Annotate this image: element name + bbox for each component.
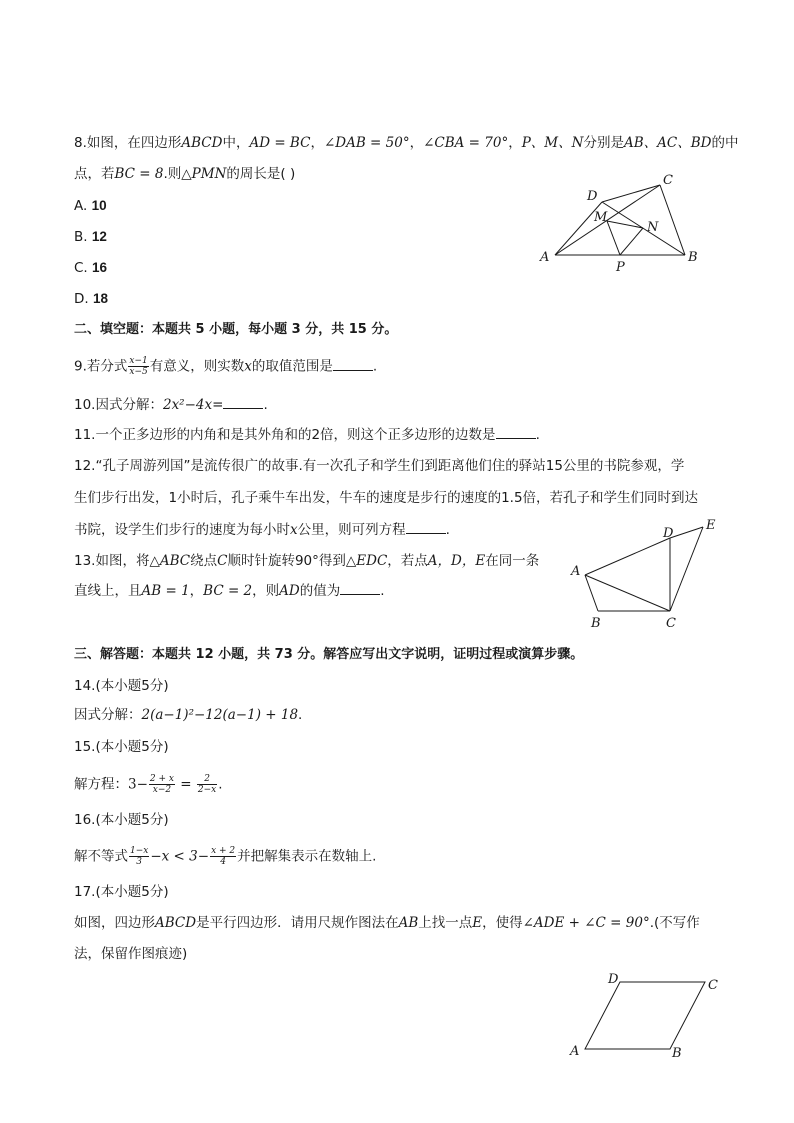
answer-blank[interactable] bbox=[333, 357, 373, 371]
q10-expression: 2x²−4x= bbox=[162, 397, 224, 413]
q8-option-c[interactable] bbox=[74, 260, 107, 276]
label-a: A bbox=[540, 250, 550, 265]
q13-text: 直线上，且 bbox=[74, 583, 142, 599]
answer-blank[interactable] bbox=[340, 581, 380, 595]
q16-text: 解不等式 bbox=[74, 848, 128, 865]
option-value: 16 bbox=[92, 260, 108, 275]
q17-text: 上找一点 bbox=[418, 915, 473, 931]
q13-cond: BC = 2 bbox=[203, 583, 253, 599]
diag-bd bbox=[602, 202, 685, 255]
q15-lead: 3− bbox=[128, 776, 148, 793]
q12-text: 书院，设学生们步行的速度为每小时 bbox=[74, 522, 290, 538]
q16-fraction-2 bbox=[210, 846, 236, 867]
q13-text: ，则 bbox=[252, 583, 280, 599]
q9-line bbox=[74, 356, 377, 377]
q12-line3 bbox=[74, 520, 450, 540]
q8-option-a[interactable] bbox=[74, 198, 107, 214]
q13-line2 bbox=[74, 581, 385, 601]
line-ade bbox=[585, 538, 670, 575]
q13-line1 bbox=[74, 551, 539, 571]
q17-cond: ∠ADE + ∠C = 90° bbox=[522, 915, 650, 931]
q16-text: 并把解集表示在数轴上. bbox=[237, 848, 377, 865]
q17-text: 如图，四边形 bbox=[74, 915, 155, 931]
q15-period: . bbox=[218, 776, 223, 793]
q8-line1 bbox=[74, 133, 738, 153]
q8-segments: AB、AC、BD bbox=[623, 135, 712, 151]
option-letter: A. bbox=[74, 198, 88, 214]
edge-dc bbox=[602, 185, 660, 202]
q17-line2: 法，保留作图痕迹) bbox=[74, 946, 188, 962]
q17-head: 17.(本小题5分) bbox=[74, 884, 169, 900]
fraction-numerator: x−1 bbox=[129, 356, 148, 366]
label-c: C bbox=[663, 173, 673, 188]
q8-text: 的中 bbox=[711, 135, 739, 151]
q15-fraction-2 bbox=[197, 774, 217, 795]
option-value: 18 bbox=[92, 291, 109, 306]
answer-blank[interactable] bbox=[406, 520, 446, 534]
q17-parallelogram-figure bbox=[560, 965, 730, 1065]
q8-quadrilateral-figure bbox=[530, 170, 710, 280]
q8-option-b[interactable] bbox=[74, 229, 107, 245]
label-c: C bbox=[708, 978, 718, 993]
q15-equals: = bbox=[175, 776, 196, 793]
q17-quad: ABCD bbox=[155, 915, 197, 931]
q17-line1 bbox=[74, 913, 700, 933]
label-a: A bbox=[571, 564, 581, 579]
q13-triangle: △EDC bbox=[345, 553, 388, 569]
seg-mp bbox=[607, 221, 620, 255]
fraction-denominator: 2−x bbox=[197, 785, 217, 795]
label-d: D bbox=[587, 189, 598, 204]
q16-line bbox=[74, 846, 376, 867]
q13-text: 在同一条 bbox=[485, 553, 540, 569]
label-b: B bbox=[591, 616, 601, 630]
q16-inequality: −x < 3− bbox=[150, 848, 210, 865]
segment-de bbox=[670, 527, 703, 538]
q15-head: 15.(本小题5分) bbox=[74, 739, 169, 755]
label-m: M bbox=[594, 210, 608, 225]
q13-triangle: △ABC bbox=[149, 553, 191, 569]
q17-text: .(不写作 bbox=[649, 915, 700, 931]
q9-text: 有意义，则实数 bbox=[149, 358, 245, 375]
q8-text: 点，若 bbox=[74, 166, 115, 182]
q16-head: 16.(本小题5分) bbox=[74, 812, 169, 828]
q14-text: 因式分解： bbox=[74, 707, 142, 723]
q8-cond: AD = BC bbox=[249, 135, 311, 151]
q13-text: 13.如图，将 bbox=[74, 553, 150, 569]
label-d: D bbox=[608, 972, 619, 987]
q13-period: . bbox=[380, 583, 385, 599]
q14-head: 14.(本小题5分) bbox=[74, 678, 169, 694]
q8-quad: ABCD bbox=[181, 135, 223, 151]
q12-line1: 12.“孔子周游列国”是流传很广的故事.有一次孔子和学生们到距离他们住的驿站15公里的书院参观，学 bbox=[74, 458, 685, 474]
q9-var: x bbox=[244, 358, 252, 375]
q13-text: 绕点 bbox=[190, 553, 218, 569]
q8-text: 分别是 bbox=[583, 135, 624, 151]
q13-points: A，D，E bbox=[427, 553, 486, 569]
q13-cond: AB = 1 bbox=[141, 583, 190, 599]
q10-period: . bbox=[263, 397, 268, 413]
label-a: A bbox=[570, 1044, 580, 1059]
label-b: B bbox=[672, 1046, 682, 1061]
q15-line bbox=[74, 774, 223, 795]
q13-var: AD bbox=[279, 583, 300, 599]
q11-period: . bbox=[535, 427, 540, 443]
q17-text: 是平行四边形．请用尺规作图法在 bbox=[196, 915, 399, 931]
label-d: D bbox=[663, 526, 674, 541]
q9-text: 的取值范围是 bbox=[251, 358, 333, 375]
q10-line bbox=[74, 395, 268, 415]
q13-text: 顺时针旋转90°得到 bbox=[227, 553, 346, 569]
q12-text: 公里，则可列方程 bbox=[297, 522, 406, 538]
q15-text: 解方程： bbox=[74, 776, 128, 793]
answer-blank[interactable] bbox=[496, 425, 536, 439]
fraction-numerator: x + 2 bbox=[211, 846, 236, 856]
parallelogram-abcd bbox=[585, 982, 705, 1049]
q13-point: C bbox=[217, 553, 228, 569]
q11-line bbox=[74, 425, 540, 445]
q9-period: . bbox=[372, 358, 378, 375]
q8-cond: ∠CBA = 70° bbox=[423, 135, 509, 151]
q8-option-d[interactable] bbox=[74, 291, 108, 307]
q8-triangle: △PMN bbox=[181, 166, 227, 182]
edge-cb bbox=[660, 185, 685, 255]
q12-period: . bbox=[445, 522, 450, 538]
label-n: N bbox=[647, 220, 659, 235]
option-value: 12 bbox=[91, 229, 107, 244]
q10-text: 10.因式分解： bbox=[74, 397, 163, 413]
q8-sep: ， bbox=[409, 135, 424, 151]
q8-text: .则 bbox=[163, 166, 182, 182]
option-value: 10 bbox=[91, 198, 107, 213]
q9-fraction bbox=[128, 356, 148, 377]
fraction-numerator: 2 bbox=[197, 774, 217, 785]
option-letter: D. bbox=[74, 291, 89, 307]
q12-var: x bbox=[290, 522, 298, 538]
fraction-denominator: x−2 bbox=[152, 785, 172, 795]
fraction-denominator: 4 bbox=[220, 857, 226, 867]
q8-text: 8.如图，在四边形 bbox=[74, 135, 182, 151]
answer-blank[interactable] bbox=[223, 395, 263, 409]
q13-text: ，若点 bbox=[387, 553, 428, 569]
section2-header: 二、填空题：本题共 5 小题，每小题 3 分，共 15 分。 bbox=[74, 322, 398, 337]
fraction-numerator: 1−x bbox=[130, 846, 149, 856]
q8-points: P、M、N bbox=[521, 135, 584, 151]
q8-sep: ， bbox=[508, 135, 522, 151]
q8-sep: ， bbox=[310, 135, 324, 151]
q8-cond: BC = 8 bbox=[114, 166, 164, 182]
q8-text: 的周长是( ) bbox=[226, 166, 296, 182]
fraction-numerator: 2 + x bbox=[149, 774, 174, 784]
q8-cond: ∠DAB = 50° bbox=[323, 135, 410, 151]
q17-text: ，使得 bbox=[482, 915, 523, 931]
q8-text: 中， bbox=[222, 135, 250, 151]
q17-point: E bbox=[472, 915, 483, 931]
label-c: C bbox=[666, 616, 676, 630]
label-e: E bbox=[706, 518, 716, 533]
section3-header: 三、解答题：本题共 12 小题，共 73 分。解答应写出文字说明，证明过程或演算步骤。 bbox=[74, 647, 584, 662]
q12-line2: 生们步行出发，1小时后，孔子乘牛车出发，牛车的速度是步行的速度的1.5倍，若孔子和学生们同时到达 bbox=[74, 490, 699, 506]
label-b: B bbox=[688, 250, 698, 265]
diag-ac bbox=[555, 185, 660, 255]
seg-np bbox=[620, 228, 643, 255]
q8-line2 bbox=[74, 164, 295, 184]
q14-line bbox=[74, 705, 302, 725]
option-letter: C. bbox=[74, 260, 88, 276]
q13-text: 的值为 bbox=[299, 583, 341, 599]
q14-period: . bbox=[298, 707, 303, 723]
q13-sep: ， bbox=[189, 583, 204, 599]
option-letter: B. bbox=[74, 229, 88, 245]
q14-expression: 2(a−1)²−12(a−1) + 18 bbox=[141, 707, 299, 723]
q9-text: 9.若分式 bbox=[74, 358, 128, 375]
fraction-denominator: x−5 bbox=[129, 367, 148, 377]
fraction-denominator: 3 bbox=[136, 857, 143, 867]
edge-ac bbox=[585, 575, 670, 611]
edge-ec bbox=[670, 527, 703, 611]
edge-ab bbox=[585, 575, 598, 611]
label-p: P bbox=[616, 260, 625, 275]
q15-fraction-1 bbox=[149, 774, 175, 795]
q16-fraction-1 bbox=[129, 846, 149, 867]
q11-text: 11.一个正多边形的内角和是其外角和的2倍，则这个正多边形的边数是 bbox=[74, 427, 496, 443]
q13-rotation-figure bbox=[565, 515, 725, 630]
q17-segment: AB bbox=[398, 915, 419, 931]
